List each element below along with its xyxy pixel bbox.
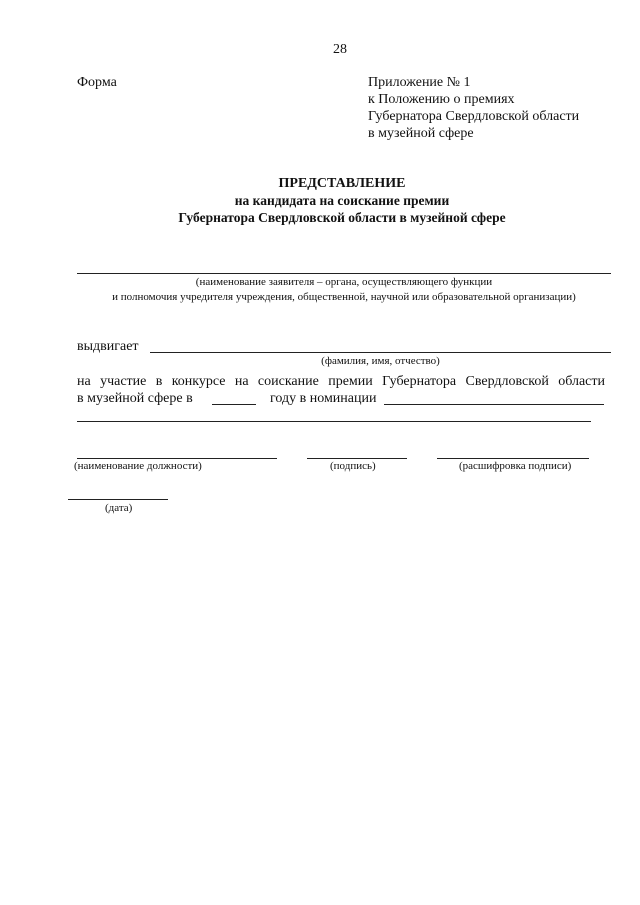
year-field-line[interactable]	[212, 404, 256, 405]
applicant-caption-line-1: (наименование заявителя – органа, осуществляющего функции	[195, 276, 493, 288]
participation-line-1: на участие в конкурсе на соискание премии Губернатора Свердловской области	[77, 374, 605, 389]
title-main: ПРЕДСТАВЛЕНИЕ	[278, 176, 406, 191]
nominee-name-line[interactable]	[150, 352, 611, 353]
appendix-line-3: Губернатора Свердловской области	[368, 109, 580, 124]
form-label: Форма	[77, 75, 117, 90]
appendix-block	[368, 74, 579, 142]
signature-line[interactable]	[307, 458, 407, 459]
page-number: 28	[333, 42, 347, 57]
title-sub-1: на кандидата на соискание премии	[234, 193, 450, 208]
decoding-caption: (расшифровка подписи)	[459, 460, 572, 472]
appendix-line-4: в музейной сфере	[368, 126, 474, 141]
date-caption: (дата)	[105, 502, 133, 514]
nominates-label: выдвигает	[77, 339, 139, 354]
name-caption: (фамилия, имя, отчество)	[321, 355, 440, 367]
applicant-line[interactable]	[77, 273, 611, 274]
position-caption: (наименование должности)	[74, 460, 202, 472]
nomination-field-line[interactable]	[384, 404, 604, 405]
participation-line-2-part-2: году в номинации	[270, 391, 377, 406]
nomination-extra-line[interactable]	[77, 421, 591, 422]
position-line[interactable]	[77, 458, 277, 459]
signature-caption: (подпись)	[330, 460, 376, 472]
appendix-line-2: к Положению о премиях	[368, 92, 515, 107]
date-line[interactable]	[68, 499, 168, 500]
decoding-line[interactable]	[437, 458, 589, 459]
applicant-caption-line-2: и полномочия учредителя учреждения, общественной, научной или образовательной организации)	[112, 291, 576, 303]
participation-line-2-part-1: в музейной сфере в	[77, 391, 193, 406]
title-sub-2: Губернатора Свердловской области в музейной сфере	[178, 210, 506, 225]
appendix-line-1: Приложение № 1	[368, 75, 471, 90]
